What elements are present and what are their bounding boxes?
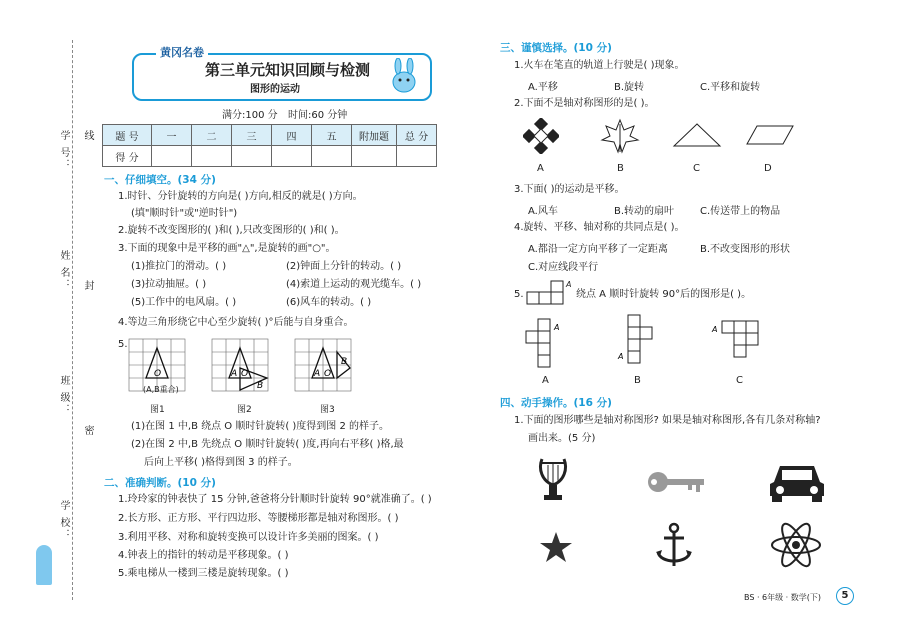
time-limit: 时间:60 分钟	[288, 110, 348, 121]
s3-q5-option-c-shape	[708, 320, 764, 367]
table-head-cell: 一	[152, 125, 192, 146]
s3-q1-opt-b: B.旋转	[614, 82, 645, 93]
s3-q1: 1.火车在笔直的轨道上行驶是( )现象。	[514, 60, 685, 71]
table-head-cell: 附加题	[352, 125, 397, 146]
s2-q4: 4.钟表上的指针的转动是平移现象。( )	[118, 550, 289, 561]
svg-text:O: O	[154, 369, 162, 379]
page-subtitle: 图形的运动	[250, 84, 300, 95]
s3-q3-opt-a: A.风车	[528, 206, 558, 217]
class-label: 班 级：	[58, 375, 69, 417]
s3-q2: 2.下面不是轴对称图形的是( )。	[514, 98, 655, 109]
svg-text:B: B	[257, 381, 264, 391]
star-icon	[538, 530, 574, 569]
rabbit-mascot-icon	[388, 58, 420, 94]
lyre-icon	[536, 455, 570, 506]
s1-q5: 5.	[118, 339, 128, 350]
s3-q4: 4.旋转、平移、轴对称的共同点是( )。	[514, 222, 685, 233]
figure-1-label: (A,B重合)	[143, 385, 179, 394]
s3-q4-opt-a: A.都沿一定方向平移了一定距离	[528, 244, 668, 255]
s3-q5-option-b-shape	[614, 314, 658, 369]
s2-q3: 3.利用平移、对称和旋转变换可以设计许多美丽的图案。( )	[118, 532, 379, 543]
svg-text:O: O	[324, 369, 332, 379]
s3-q5-label-c: C	[736, 375, 743, 386]
s3-q2-label-c: C	[693, 163, 700, 174]
s3-q5-text: 绕点 A 顺时针旋转 90°后的图形是( )。	[576, 289, 752, 300]
s3-q3: 3.下面( )的运动是平移。	[514, 184, 625, 195]
section-1-title: 一、仔细填空。(34 分)	[104, 174, 216, 186]
svg-text:O: O	[241, 369, 249, 379]
score-cell[interactable]	[312, 146, 352, 167]
svg-text:A: A	[314, 369, 321, 379]
s1-q1-note: (填"顺时针"或"逆时针")	[131, 208, 238, 219]
student-no-label: 学 号：	[58, 130, 69, 172]
svg-text:A: A	[231, 369, 238, 379]
parallelogram-icon	[745, 124, 795, 149]
triangle-icon	[672, 122, 722, 151]
svg-text:B: B	[341, 357, 348, 367]
name-label: 姓 名：	[58, 250, 69, 292]
s2-q1: 1.玲玲家的钟表快了 15 分钟,爸爸将分针顺时针旋转 90°就准确了。( )	[118, 494, 432, 505]
s4-q1: 1.下面的图形哪些是轴对称图形? 如果是轴对称图形,各有几条对称轴?	[514, 415, 821, 426]
key-icon	[646, 470, 708, 497]
s3-q3-opt-b: B.转动的扇叶	[614, 206, 675, 217]
s1-q2: 2.旋转不改变图形的( )和( ),只改变图形的( )和( )。	[118, 225, 345, 236]
s3-q2-label-d: D	[764, 163, 772, 174]
s1-q3-3: (3)拉动抽屉。( )	[131, 279, 207, 290]
car-icon	[768, 462, 826, 507]
s3-q2-label-a: A	[537, 163, 544, 174]
score-cell: 得 分	[103, 146, 152, 167]
section-3-title: 三、谨慎选择。(10 分)	[500, 42, 612, 54]
figure-2-caption: 图2	[237, 405, 252, 415]
s1-q3-6: (6)风车的转动。( )	[286, 297, 372, 308]
s3-q5-point-a: A	[566, 280, 572, 289]
s1-q5-1: (1)在图 1 中,B 绕点 O 顺时针旋转( )度得到图 2 的样子。	[131, 421, 390, 432]
mascot-pencil-icon	[36, 545, 52, 585]
section-2-title: 二、准确判断。(10 分)	[104, 477, 216, 489]
s3-q3-opt-c: C.传送带上的物品	[700, 206, 781, 217]
s1-q3-2: (2)钟面上分针的转动。( )	[286, 261, 402, 272]
s3-q5-option-a-shape	[524, 318, 568, 373]
anchor-icon	[654, 522, 694, 573]
s3-q5-label-a: A	[542, 375, 549, 386]
s1-q4: 4.等边三角形绕它中心至少旋转( )°后能与自身重合。	[118, 317, 354, 328]
score-cell[interactable]	[272, 146, 312, 167]
maple-leaf-icon	[600, 118, 640, 157]
s1-q1: 1.时针、分针旋转的方向是( )方向,相反的就是( )方向。	[118, 191, 363, 202]
svg-text:A: A	[712, 325, 718, 334]
s3-q4-opt-b: B.不改变图形的形状	[700, 244, 791, 255]
s4-q1-cont: 画出来。(5 分)	[528, 433, 596, 444]
atom-icon	[768, 520, 824, 573]
s2-q5: 5.乘电梯从一楼到三楼是旋转现象。( )	[118, 568, 289, 579]
footer-info: BS · 6年级 · 数学(下)	[744, 593, 822, 602]
s1-q5-2: (2)在图 2 中,B 先绕点 O 顺时针旋转( )度,再向右平移( )格,最	[131, 439, 404, 450]
s2-q2: 2.长方形、正方形、平行四边形、等腰梯形都是轴对称图形。( )	[118, 513, 399, 524]
figure-2	[211, 338, 281, 397]
s3-q5: 5.	[514, 289, 524, 300]
table-head-cell: 五	[312, 125, 352, 146]
svg-text:A: A	[554, 323, 560, 332]
binding-line	[72, 40, 73, 600]
score-cell[interactable]	[352, 146, 397, 167]
score-table	[102, 124, 437, 167]
seal-mark: 封	[82, 280, 93, 292]
s3-q1-opt-c: C.平移和旋转	[700, 82, 761, 93]
s3-q2-label-b: B	[617, 163, 624, 174]
s1-q3-4: (4)索道上运动的观光缆车。( )	[286, 279, 422, 290]
page-title: 第三单元知识回顾与检测	[205, 61, 371, 79]
score-cell[interactable]	[192, 146, 232, 167]
page-number: 5	[836, 587, 854, 605]
figure-1-caption: 图1	[150, 405, 165, 415]
score-cell[interactable]	[232, 146, 272, 167]
table-head-cell: 四	[272, 125, 312, 146]
diamond-pattern-icon	[523, 118, 559, 157]
table-head-cell: 题 号	[103, 125, 152, 146]
s3-q4-opt-c: C.对应线段平行	[528, 262, 599, 273]
s3-q5-label-b: B	[634, 375, 641, 386]
seal-mark-2: 密	[82, 425, 93, 437]
line-mark: 线	[82, 130, 93, 142]
s1-q3: 3.下面的现象中是平移的画"△",是旋转的画"○"。	[118, 243, 336, 254]
table-head-cell: 二	[192, 125, 232, 146]
full-score: 满分:100 分	[222, 110, 278, 121]
section-4-title: 四、动手操作。(16 分)	[500, 397, 612, 409]
score-cell[interactable]	[397, 146, 437, 167]
brand-logo: 黄冈名卷	[156, 44, 208, 60]
s1-q5-2-cont: 后向上平移( )格得到图 3 的样子。	[144, 457, 298, 468]
table-head-cell: 三	[232, 125, 272, 146]
school-label: 学 校：	[58, 500, 69, 542]
table-head-cell: 总 分	[397, 125, 437, 146]
svg-text:A: A	[618, 352, 624, 361]
figure-3-caption: 图3	[320, 405, 335, 415]
s1-q3-1: (1)推拉门的滑动。( )	[131, 261, 227, 272]
figure-3	[294, 338, 364, 397]
score-cell[interactable]	[152, 146, 192, 167]
s3-q1-opt-a: A.平移	[528, 82, 558, 93]
s1-q3-5: (5)工作中的电风扇。( )	[131, 297, 237, 308]
